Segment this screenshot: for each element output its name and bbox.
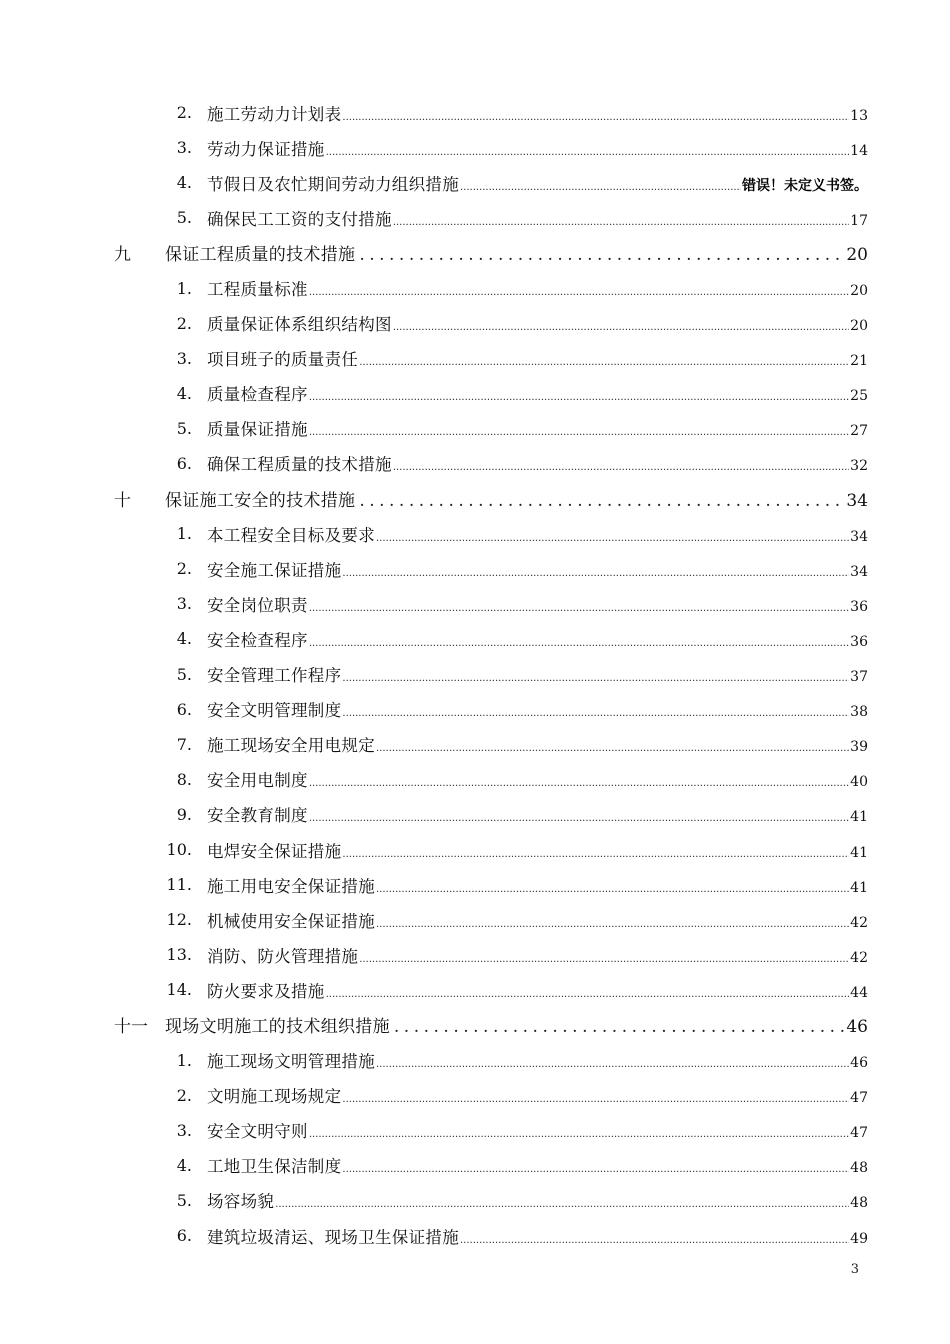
toc-entry-title: 质量检查程序	[207, 385, 308, 405]
toc-entry-number: 6.	[176, 453, 192, 473]
toc-entry-number: 1.	[176, 278, 192, 298]
toc-entry-title: 机械使用安全保证措施	[207, 911, 375, 931]
toc-subsection-entry[interactable]	[0, 1078, 950, 1113]
toc-entry-number: 1.	[176, 1050, 192, 1070]
toc-entry-title: 质量保证措施	[207, 420, 308, 440]
toc-entry-number: 9.	[176, 804, 192, 824]
toc-subsection-entry[interactable]	[0, 1113, 950, 1148]
toc-subsection-entry[interactable]	[0, 1043, 950, 1078]
toc-subsection-entry[interactable]	[0, 692, 950, 727]
toc-entry-page: 41	[850, 844, 868, 861]
toc-entry-title: 确保工程质量的技术措施	[207, 455, 392, 475]
toc-entry-title: 保证施工安全的技术措施	[165, 491, 356, 512]
toc-entry-page: 42	[850, 949, 868, 966]
toc-dot-leader	[342, 708, 849, 719]
toc-entry-number: 3.	[176, 138, 192, 158]
toc-entry-number: 14.	[166, 980, 192, 1000]
toc-subsection-entry[interactable]	[0, 797, 950, 832]
toc-subsection-entry[interactable]	[0, 341, 950, 376]
toc-subsection-entry[interactable]	[0, 902, 950, 937]
toc-subsection-entry[interactable]	[0, 165, 950, 200]
toc-entry-number: 十	[114, 491, 131, 512]
toc-subsection-entry[interactable]	[0, 832, 950, 867]
table-of-contents	[0, 95, 950, 1253]
toc-entry-page: 17	[850, 212, 868, 229]
toc-entry-title: 本工程安全目标及要求	[207, 525, 375, 545]
toc-entry-line	[207, 1224, 868, 1248]
toc-entry-line	[207, 451, 868, 475]
toc-dot-leader	[359, 357, 849, 368]
toc-entry-line	[207, 1118, 868, 1142]
toc-subsection-entry[interactable]	[0, 867, 950, 902]
toc-dot-leader	[342, 673, 849, 684]
toc-dot-leader	[376, 533, 849, 544]
toc-entry-title: 安全岗位职责	[207, 595, 308, 615]
toc-entry-page: 49	[850, 1230, 868, 1247]
toc-entry-page: 36	[850, 598, 868, 615]
toc-entry-page: 48	[850, 1195, 868, 1212]
toc-entry-line	[207, 416, 868, 440]
toc-entry-page: 34	[850, 563, 868, 580]
toc-entry-page: 21	[850, 353, 868, 370]
toc-dot-leader	[359, 245, 845, 265]
toc-entry-title: 防火要求及措施	[207, 981, 325, 1001]
toc-entry-line	[207, 311, 868, 335]
toc-entry-line	[207, 522, 868, 546]
toc-dot-leader	[309, 1129, 849, 1140]
toc-dot-leader	[342, 849, 849, 860]
toc-entry-title: 施工劳动力计划表	[207, 104, 342, 124]
toc-dot-leader	[309, 638, 849, 649]
toc-dot-leader	[376, 884, 849, 895]
toc-entry-title: 项目班子的质量责任	[207, 350, 359, 370]
toc-entry-title: 安全管理工作程序	[207, 666, 342, 686]
toc-dot-leader	[460, 1235, 849, 1246]
toc-entry-number: 4.	[176, 629, 192, 649]
toc-entry-page: 44	[850, 984, 868, 1001]
toc-entry-line	[207, 908, 868, 932]
toc-entry-page: 41	[850, 809, 868, 826]
toc-entry-line	[207, 1048, 868, 1072]
toc-entry-number: 十一	[114, 1017, 148, 1038]
toc-entry-title: 文明施工现场规定	[207, 1087, 342, 1107]
toc-entry-line	[207, 346, 868, 370]
toc-dot-leader	[309, 778, 849, 789]
toc-entry-line	[207, 136, 868, 160]
toc-entry-title: 消防、防火管理措施	[207, 946, 359, 966]
toc-entry-number: 7.	[176, 734, 192, 754]
toc-entry-number: 3.	[176, 1120, 192, 1140]
toc-entry-title: 施工用电安全保证措施	[207, 876, 375, 896]
toc-entry-line	[165, 240, 868, 265]
toc-entry-number: 4.	[176, 173, 192, 193]
toc-dot-leader	[326, 989, 850, 1000]
toc-entry-number: 12.	[166, 910, 192, 930]
toc-entry-line	[207, 662, 868, 686]
toc-subsection-entry[interactable]	[0, 551, 950, 586]
toc-subsection-entry[interactable]	[0, 1218, 950, 1253]
toc-subsection-entry[interactable]	[0, 621, 950, 656]
toc-subsection-entry[interactable]	[0, 972, 950, 1007]
toc-entry-line	[207, 943, 868, 967]
toc-subsection-entry[interactable]	[0, 446, 950, 481]
toc-dot-leader	[309, 603, 849, 614]
toc-entry-title: 保证工程质量的技术措施	[165, 245, 356, 266]
toc-section-entry[interactable]	[0, 235, 950, 270]
toc-entry-title: 现场文明施工的技术组织措施	[165, 1017, 390, 1038]
toc-subsection-entry[interactable]	[0, 130, 950, 165]
toc-dot-leader	[376, 743, 849, 754]
toc-entry-page: 46	[846, 1017, 868, 1038]
toc-entry-page: 错误！未定义书签。	[742, 177, 868, 194]
toc-entry-number: 6.	[176, 1226, 192, 1246]
toc-entry-number: 2.	[176, 103, 192, 123]
toc-entry-line	[207, 697, 868, 721]
toc-entry-title: 安全用电制度	[207, 771, 308, 791]
toc-dot-leader	[359, 954, 849, 965]
toc-entry-page: 13	[850, 107, 868, 124]
toc-subsection-entry[interactable]	[0, 657, 950, 692]
toc-entry-title: 安全检查程序	[207, 630, 308, 650]
toc-subsection-entry[interactable]	[0, 727, 950, 762]
toc-entry-line	[207, 171, 868, 195]
toc-entry-page: 36	[850, 633, 868, 650]
toc-subsection-entry[interactable]	[0, 376, 950, 411]
toc-subsection-entry[interactable]	[0, 411, 950, 446]
toc-entry-title: 安全教育制度	[207, 806, 308, 826]
toc-entry-title: 节假日及农忙期间劳动力组织措施	[207, 174, 459, 194]
toc-section-entry[interactable]	[0, 1007, 950, 1042]
toc-entry-page: 38	[850, 704, 868, 721]
toc-entry-line	[165, 1012, 868, 1037]
toc-dot-leader	[393, 322, 849, 333]
toc-entry-number: 3.	[176, 594, 192, 614]
toc-entry-page: 27	[850, 423, 868, 440]
toc-entry-page: 34	[846, 491, 868, 512]
toc-entry-title: 工程质量标准	[207, 280, 308, 300]
toc-dot-leader	[275, 1199, 849, 1210]
toc-entry-number: 3.	[176, 348, 192, 368]
toc-entry-title: 安全文明守则	[207, 1122, 308, 1142]
toc-entry-line	[207, 206, 868, 230]
toc-entry-page: 42	[850, 914, 868, 931]
toc-dot-leader	[309, 427, 849, 438]
toc-dot-leader	[376, 1059, 849, 1070]
toc-dot-leader	[394, 1017, 845, 1037]
toc-entry-title: 安全施工保证措施	[207, 560, 342, 580]
toc-entry-line	[207, 381, 868, 405]
toc-entry-page: 20	[850, 318, 868, 335]
toc-entry-line	[207, 627, 868, 651]
toc-entry-line	[207, 873, 868, 897]
toc-entry-number: 10.	[166, 840, 192, 860]
toc-entry-number: 2.	[176, 313, 192, 333]
toc-entry-title: 电焊安全保证措施	[207, 841, 342, 861]
toc-entry-page: 25	[850, 388, 868, 405]
toc-dot-leader	[342, 1094, 849, 1105]
toc-entry-page: 41	[850, 879, 868, 896]
toc-entry-line	[207, 1188, 868, 1212]
toc-entry-number: 5.	[176, 208, 192, 228]
toc-entry-line	[207, 1153, 868, 1177]
toc-dot-leader	[393, 217, 849, 228]
toc-entry-page: 39	[850, 739, 868, 756]
toc-entry-number: 8.	[176, 769, 192, 789]
toc-subsection-entry[interactable]	[0, 762, 950, 797]
toc-entry-title: 劳动力保证措施	[207, 139, 325, 159]
toc-dot-leader	[309, 392, 849, 403]
toc-subsection-entry[interactable]	[0, 1183, 950, 1218]
toc-dot-leader	[359, 491, 845, 511]
toc-section-entry[interactable]	[0, 481, 950, 516]
toc-entry-number: 九	[114, 245, 131, 266]
toc-entry-line	[207, 1083, 868, 1107]
toc-subsection-entry[interactable]	[0, 1148, 950, 1183]
toc-entry-number: 5.	[176, 1190, 192, 1210]
toc-entry-number: 4.	[176, 1155, 192, 1175]
toc-subsection-entry[interactable]	[0, 937, 950, 972]
toc-entry-line	[207, 557, 868, 581]
toc-entry-number: 5.	[176, 664, 192, 684]
toc-entry-line	[207, 767, 868, 791]
toc-dot-leader	[342, 1164, 849, 1175]
toc-subsection-entry[interactable]	[0, 270, 950, 305]
toc-entry-line	[207, 732, 868, 756]
toc-dot-leader	[460, 182, 741, 193]
toc-entry-number: 6.	[176, 699, 192, 719]
toc-entry-title: 施工现场文明管理措施	[207, 1052, 375, 1072]
toc-subsection-entry[interactable]	[0, 516, 950, 551]
toc-dot-leader	[342, 568, 849, 579]
toc-entry-title: 安全文明管理制度	[207, 701, 342, 721]
toc-entry-number: 2.	[176, 1085, 192, 1105]
toc-entry-page: 32	[850, 458, 868, 475]
toc-entry-title: 确保民工工资的支付措施	[207, 209, 392, 229]
toc-entry-line	[207, 802, 868, 826]
toc-entry-title: 质量保证体系组织结构图	[207, 315, 392, 335]
toc-entry-page: 40	[850, 774, 868, 791]
toc-dot-leader	[309, 813, 849, 824]
toc-entry-number: 4.	[176, 383, 192, 403]
footer-page-number: 3	[850, 1262, 859, 1277]
toc-entry-page: 20	[846, 245, 868, 266]
toc-entry-page: 34	[850, 528, 868, 545]
toc-entry-number: 1.	[176, 524, 192, 544]
toc-entry-line	[207, 978, 868, 1002]
toc-entry-page: 47	[850, 1090, 868, 1107]
toc-dot-leader	[376, 919, 849, 930]
toc-entry-page: 46	[850, 1055, 868, 1072]
toc-entry-line	[207, 101, 868, 125]
toc-subsection-entry[interactable]	[0, 586, 950, 621]
toc-entry-page: 37	[850, 669, 868, 686]
toc-dot-leader	[326, 147, 850, 158]
toc-dot-leader	[309, 287, 849, 298]
toc-subsection-entry[interactable]	[0, 306, 950, 341]
toc-entry-line	[165, 486, 868, 511]
toc-entry-title: 场容场貌	[207, 1192, 275, 1212]
toc-entry-number: 11.	[166, 875, 192, 895]
toc-subsection-entry[interactable]	[0, 95, 950, 130]
toc-entry-page: 14	[850, 142, 868, 159]
toc-entry-number: 5.	[176, 418, 192, 438]
toc-entry-line	[207, 838, 868, 862]
toc-dot-leader	[393, 462, 849, 473]
toc-entry-page: 47	[850, 1125, 868, 1142]
toc-entry-page: 48	[850, 1160, 868, 1177]
toc-dot-leader	[342, 112, 849, 123]
toc-entry-title: 建筑垃圾清运、现场卫生保证措施	[207, 1227, 459, 1247]
toc-entry-line	[207, 592, 868, 616]
toc-entry-line	[207, 276, 868, 300]
toc-subsection-entry[interactable]	[0, 200, 950, 235]
toc-entry-number: 2.	[176, 559, 192, 579]
toc-entry-number: 13.	[166, 945, 192, 965]
toc-entry-title: 施工现场安全用电规定	[207, 736, 375, 756]
toc-entry-title: 工地卫生保洁制度	[207, 1157, 342, 1177]
toc-entry-page: 20	[850, 283, 868, 300]
